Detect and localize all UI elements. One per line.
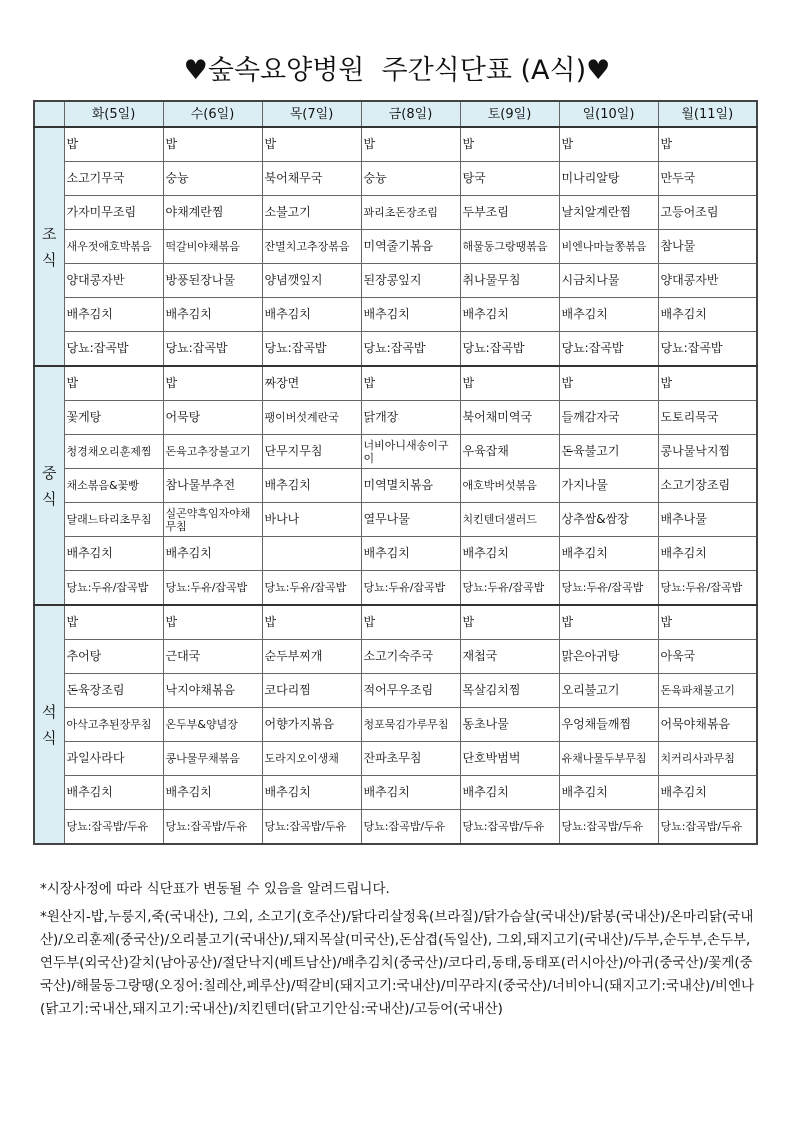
dish-cell: 배추김치 (64, 537, 163, 571)
meal-row (34, 230, 757, 264)
dish-cell: 배추김치 (361, 776, 460, 810)
meal-row (34, 401, 757, 435)
dish-cell: 청경채오리훈제찜 (64, 435, 163, 469)
meal-row (34, 366, 757, 401)
meal-row (34, 332, 757, 367)
dish-cell: 채소볶음&꽃빵 (64, 469, 163, 503)
meal-row (34, 640, 757, 674)
dish-cell: 당뇨:두유/잡곡밥 (361, 571, 460, 606)
dish-cell: 순두부찌개 (262, 640, 361, 674)
dish-cell: 배추김치 (262, 298, 361, 332)
meal-label: 조 식 (34, 127, 64, 366)
dish-cell: 꽃게탕 (64, 401, 163, 435)
dish-cell: 밥 (460, 605, 559, 640)
dish-cell: 당뇨:잡곡밥 (64, 332, 163, 367)
meal-row (34, 776, 757, 810)
dish-cell: 밥 (460, 366, 559, 401)
dish-cell: 오리불고기 (559, 674, 658, 708)
origin-notice: *원산지-밥,누룽지,죽(국내산), 그외, 소고기(호주산)/닭다리살정육(브라질)/닭가슴살(국내산)/닭봉(국내산)/온마리닭(국내산)/오리훈제(중국산)/오리불고기(국내산)/,돼지목살(미국산),돈삼겹(독일산), 그외,돼지고기(국내산)/두부,순두부,손두부,연두부(외국산)갈치(남아공산)/절단낙지(베트남산)/배추김치(중국산)/코다리,동태,동태포(러시아산)/아귀(중국산)/꽃게(중국산)/해물동그랑땡(오징어:칠레산,페루산)/떡갈비(돼지고기:국내산)/미꾸라지(중국산)/너비아니(돼지고기:국내산)/비엔나(닭고기:국내산,돼지고기:국내산)/치킨텐더(닭고기안심:국내산)/고등어(국내산) (40, 909, 755, 1017)
dish-cell: 당뇨:잡곡밥 (361, 332, 460, 367)
dish-cell: 북어채미역국 (460, 401, 559, 435)
dish-cell: 콩나물무채볶음 (163, 742, 262, 776)
dish-cell: 탕국 (460, 162, 559, 196)
dish-cell: 배추김치 (163, 537, 262, 571)
dish-cell: 밥 (559, 127, 658, 162)
dish-cell: 밥 (658, 366, 757, 401)
dish-cell: 단호박범벅 (460, 742, 559, 776)
dish-cell: 미나리알탕 (559, 162, 658, 196)
dish-cell: 밥 (460, 127, 559, 162)
dish-cell: 배추김치 (163, 776, 262, 810)
dish-cell: 배추김치 (163, 298, 262, 332)
dish-cell: 배추김치 (559, 298, 658, 332)
dish-cell: 배추김치 (262, 469, 361, 503)
meal-row (34, 162, 757, 196)
meal-row (34, 810, 757, 845)
dish-cell: 배추김치 (460, 537, 559, 571)
dish-cell: 만두국 (658, 162, 757, 196)
dish-cell: 소고기장조림 (658, 469, 757, 503)
dish-cell: 어향가지볶음 (262, 708, 361, 742)
dish-cell: 당뇨:잡곡밥/두유 (460, 810, 559, 845)
dish-cell: 바나나 (262, 503, 361, 537)
dish-cell: 짜장면 (262, 366, 361, 401)
dish-cell: 양대콩자반 (658, 264, 757, 298)
dish-cell: 돈육불고기 (559, 435, 658, 469)
dish-cell: 우엉채들깨찜 (559, 708, 658, 742)
dish-cell: 밥 (64, 127, 163, 162)
dish-cell: 참나물 (658, 230, 757, 264)
meal-row (34, 127, 757, 162)
dish-cell: 밥 (64, 366, 163, 401)
meal-row (34, 674, 757, 708)
dish-cell: 고등어조림 (658, 196, 757, 230)
dish-cell: 당뇨:두유/잡곡밥 (163, 571, 262, 606)
meal-row (34, 298, 757, 332)
dish-cell: 배추김치 (658, 298, 757, 332)
dish-cell: 배추김치 (361, 537, 460, 571)
dish-cell: 우육잡채 (460, 435, 559, 469)
dish-cell: 밥 (658, 605, 757, 640)
dish-cell: 숭늉 (163, 162, 262, 196)
dish-cell: 당뇨:두유/잡곡밥 (460, 571, 559, 606)
dish-cell: 밥 (163, 127, 262, 162)
day-header: 금(8일) (361, 101, 460, 127)
dish-cell: 방풍된장나물 (163, 264, 262, 298)
dish-cell: 소불고기 (262, 196, 361, 230)
dish-cell: 밥 (262, 127, 361, 162)
dish-cell: 동초나물 (460, 708, 559, 742)
dish-cell: 미역줄기볶음 (361, 230, 460, 264)
dish-cell: 치킨텐더샐러드 (460, 503, 559, 537)
meal-row (34, 264, 757, 298)
dish-cell: 도라지오이생채 (262, 742, 361, 776)
dish-cell (262, 537, 361, 571)
dish-cell: 당뇨:잡곡밥/두유 (163, 810, 262, 845)
dish-cell: 돈육장조림 (64, 674, 163, 708)
dish-cell: 맑은아귀탕 (559, 640, 658, 674)
dish-cell: 잔멸치고추장볶음 (262, 230, 361, 264)
dish-cell: 코다리찜 (262, 674, 361, 708)
dish-cell: 돈육고추장불고기 (163, 435, 262, 469)
dish-cell: 소고기숙주국 (361, 640, 460, 674)
dish-cell: 당뇨:잡곡밥/두유 (658, 810, 757, 845)
dish-cell: 닭개장 (361, 401, 460, 435)
dish-cell: 온두부&양념장 (163, 708, 262, 742)
dish-cell: 치커리사과무침 (658, 742, 757, 776)
dish-cell: 양대콩자반 (64, 264, 163, 298)
meal-row (34, 742, 757, 776)
dish-cell: 유채나물두부무침 (559, 742, 658, 776)
dish-cell: 상추쌈&쌈장 (559, 503, 658, 537)
dish-cell: 해물동그랑땡볶음 (460, 230, 559, 264)
dish-cell: 어묵야채볶음 (658, 708, 757, 742)
dish-cell: 돈육파채불고기 (658, 674, 757, 708)
dish-cell: 참나물부추전 (163, 469, 262, 503)
dish-cell: 밥 (163, 605, 262, 640)
dish-cell: 배추김치 (262, 776, 361, 810)
meal-row (34, 435, 757, 469)
dish-cell: 실곤약흑임자야채무침 (163, 503, 262, 537)
dish-cell: 소고기무국 (64, 162, 163, 196)
dish-cell: 당뇨:잡곡밥/두유 (559, 810, 658, 845)
dish-cell: 콩나물낙지찜 (658, 435, 757, 469)
dish-cell: 배추김치 (559, 537, 658, 571)
dish-cell: 열무나물 (361, 503, 460, 537)
dish-cell: 가지나물 (559, 469, 658, 503)
meal-row (34, 708, 757, 742)
dish-cell: 달래느타리초무침 (64, 503, 163, 537)
dish-cell: 밥 (559, 605, 658, 640)
dish-cell: 밥 (262, 605, 361, 640)
day-header: 일(10일) (559, 101, 658, 127)
change-notice: *시장사정에 따라 식단표가 변동될 수 있음을 알려드립니다. (40, 881, 390, 897)
dish-cell: 들깨감자국 (559, 401, 658, 435)
dish-cell: 밥 (361, 605, 460, 640)
day-header: 화(5일) (64, 101, 163, 127)
dish-cell: 새우젓애호박볶음 (64, 230, 163, 264)
dish-cell: 떡갈비야채볶음 (163, 230, 262, 264)
dish-cell: 밥 (559, 366, 658, 401)
dish-cell: 숭늉 (361, 162, 460, 196)
meal-row (34, 571, 757, 606)
dish-cell: 당뇨:두유/잡곡밥 (64, 571, 163, 606)
dish-cell: 밥 (361, 366, 460, 401)
dish-cell: 근대국 (163, 640, 262, 674)
dish-cell: 당뇨:두유/잡곡밥 (559, 571, 658, 606)
dish-cell: 배추김치 (658, 537, 757, 571)
dish-cell: 당뇨:두유/잡곡밥 (262, 571, 361, 606)
dish-cell: 과일사라다 (64, 742, 163, 776)
dish-cell: 당뇨:두유/잡곡밥 (658, 571, 757, 606)
day-header-row (34, 101, 757, 127)
dish-cell: 취나물무침 (460, 264, 559, 298)
dish-cell: 미역멸치볶음 (361, 469, 460, 503)
dish-cell: 당뇨:잡곡밥 (460, 332, 559, 367)
day-header: 토(9일) (460, 101, 559, 127)
day-header: 목(7일) (262, 101, 361, 127)
day-header: 수(6일) (163, 101, 262, 127)
dish-cell: 당뇨:잡곡밥/두유 (64, 810, 163, 845)
meal-row (34, 503, 757, 537)
dish-cell: 배추김치 (64, 776, 163, 810)
dish-cell: 밥 (658, 127, 757, 162)
dish-cell: 당뇨:잡곡밥 (559, 332, 658, 367)
dish-cell: 당뇨:잡곡밥 (262, 332, 361, 367)
meal-label: 석 식 (34, 605, 64, 844)
dish-cell: 어묵탕 (163, 401, 262, 435)
day-header: 월(11일) (658, 101, 757, 127)
dish-cell: 잔파초무침 (361, 742, 460, 776)
dish-cell: 배추김치 (658, 776, 757, 810)
dish-cell: 북어채무국 (262, 162, 361, 196)
dish-cell: 추어탕 (64, 640, 163, 674)
dish-cell: 양념깻잎지 (262, 264, 361, 298)
meal-row (34, 196, 757, 230)
dish-cell: 배추김치 (361, 298, 460, 332)
dish-cell: 도토리묵국 (658, 401, 757, 435)
dish-cell: 밥 (163, 366, 262, 401)
dish-cell: 적어무우조림 (361, 674, 460, 708)
dish-cell: 당뇨:잡곡밥 (658, 332, 757, 367)
meal-label: 중 식 (34, 366, 64, 605)
dish-cell: 아욱국 (658, 640, 757, 674)
dish-cell: 애호박버섯볶음 (460, 469, 559, 503)
dish-cell: 아삭고추된장무침 (64, 708, 163, 742)
dish-cell: 배추나물 (658, 503, 757, 537)
dish-cell: 낙지야채볶음 (163, 674, 262, 708)
dish-cell: 날치알계란찜 (559, 196, 658, 230)
dish-cell: 꽈리초돈장조림 (361, 196, 460, 230)
dish-cell: 재첩국 (460, 640, 559, 674)
dish-cell: 팽이버섯계란국 (262, 401, 361, 435)
dish-cell: 시금치나물 (559, 264, 658, 298)
page-title: ♥숲속요양병원 주간식단표 (A식)♥ (183, 55, 611, 86)
dish-cell: 비엔나마늘쫑볶음 (559, 230, 658, 264)
weekly-menu-table (33, 100, 758, 845)
dish-cell: 청포묵김가루무침 (361, 708, 460, 742)
dish-cell: 당뇨:잡곡밥/두유 (262, 810, 361, 845)
dish-cell: 야채계란찜 (163, 196, 262, 230)
dish-cell: 단무지무침 (262, 435, 361, 469)
dish-cell: 두부조림 (460, 196, 559, 230)
dish-cell: 배추김치 (460, 298, 559, 332)
dish-cell: 가자미무조림 (64, 196, 163, 230)
dish-cell: 목살김치찜 (460, 674, 559, 708)
dish-cell: 당뇨:잡곡밥/두유 (361, 810, 460, 845)
dish-cell: 밥 (361, 127, 460, 162)
meal-row (34, 537, 757, 571)
dish-cell: 밥 (64, 605, 163, 640)
meal-row (34, 605, 757, 640)
dish-cell: 너비아니새송이구이 (361, 435, 460, 469)
dish-cell: 배추김치 (64, 298, 163, 332)
notes-section (40, 878, 760, 1026)
dish-cell: 배추김치 (460, 776, 559, 810)
meal-row (34, 469, 757, 503)
dish-cell: 배추김치 (559, 776, 658, 810)
dish-cell: 당뇨:잡곡밥 (163, 332, 262, 367)
corner-cell (34, 101, 64, 127)
dish-cell: 된장콩잎지 (361, 264, 460, 298)
